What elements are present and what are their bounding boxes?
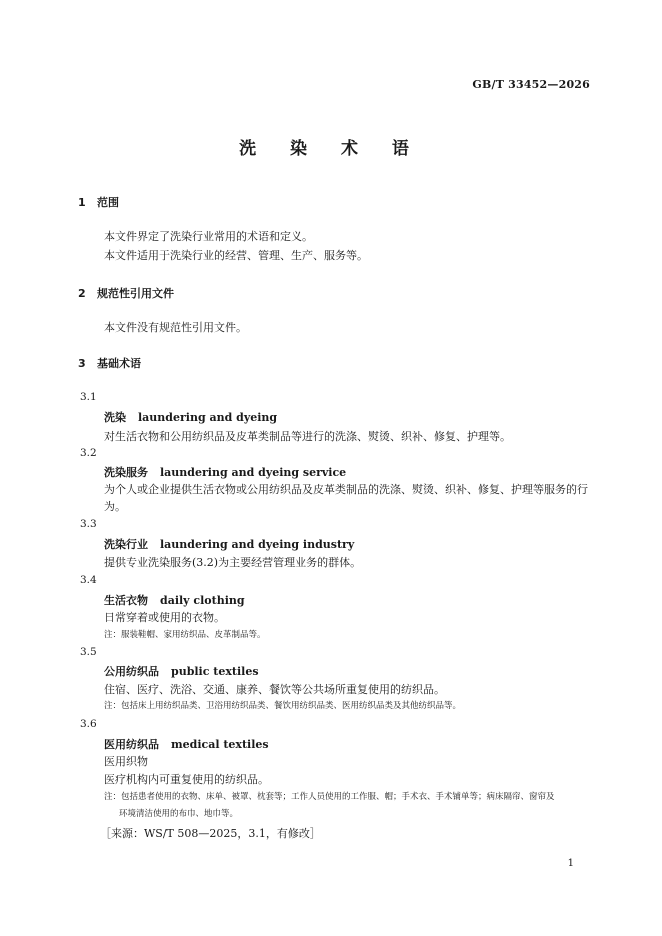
term-number: 3.1 — [80, 391, 97, 403]
term-note: 注：包括床上用纺织品类、卫浴用纺织品类、餐饮用纺织品类、医用纺织品类及其他纺织品等。 — [104, 701, 462, 711]
section-heading-scope — [78, 194, 119, 210]
paragraph: 本文件界定了洗染行业常用的术语和定义。 — [104, 230, 313, 243]
term-english: laundering and dyeing industry — [160, 538, 355, 551]
term-note: 注：服装鞋帽、家用纺织品、皮革制品等。 — [104, 630, 266, 640]
term-chinese: 洗染行业 — [104, 538, 148, 551]
term-heading — [104, 464, 346, 480]
term-source: ［来源：WS/T 508—2025，3.1，有修改］ — [100, 827, 321, 840]
section-number: 3 — [78, 357, 86, 370]
term-chinese: 生活衣物 — [104, 594, 148, 607]
term-english: laundering and dyeing service — [160, 466, 347, 479]
paragraph: 本文件没有规范性引用文件。 — [104, 321, 247, 334]
term-definition: 对生活衣物和公用纺织品及皮革类制品等进行的洗涤、熨烫、织补、修复、护理等。 — [104, 430, 511, 443]
term-note: 注：包括患者使用的衣物、床单、被罩、枕套等；工作人员使用的工作服、帽；手术衣、手术铺单等；病床隔帘、窗帘及 — [104, 792, 555, 802]
term-admitted-alternative: 医用织物 — [104, 755, 148, 768]
section-heading-normative-references — [78, 285, 174, 301]
term-chinese: 医用纺织品 — [104, 738, 159, 751]
section-title: 基础术语 — [97, 357, 141, 370]
term-english: public textiles — [171, 665, 259, 678]
term-note-continuation: 环境清洁使用的布巾、地巾等。 — [119, 809, 239, 819]
term-number: 3.6 — [80, 718, 97, 730]
section-heading-basic-terms — [78, 355, 141, 371]
section-title: 范围 — [97, 196, 119, 209]
term-number: 3.4 — [80, 574, 97, 586]
document-title: 洗 染 术 语 — [239, 139, 423, 159]
term-chinese: 洗染服务 — [104, 466, 148, 479]
term-definition: 日常穿着或使用的衣物。 — [104, 611, 225, 624]
term-heading — [104, 409, 277, 425]
section-title: 规范性引用文件 — [97, 287, 174, 300]
term-number: 3.2 — [80, 447, 97, 459]
term-heading — [104, 663, 259, 679]
term-definition: 医疗机构内可重复使用的纺织品。 — [104, 773, 269, 786]
paragraph: 本文件适用于洗染行业的经营、管理、生产、服务等。 — [104, 249, 368, 262]
term-heading — [104, 536, 354, 552]
standard-number: GB/T 33452—2026 — [472, 78, 590, 91]
section-number: 1 — [78, 196, 86, 209]
term-definition: 为个人或企业提供生活衣物或公用纺织品及皮革类制品的洗涤、熨烫、织补、修复、护理等服务的行为。 — [104, 483, 588, 513]
term-chinese: 洗染 — [104, 411, 126, 424]
term-number: 3.5 — [80, 646, 97, 658]
section-number: 2 — [78, 287, 86, 300]
term-definition: 住宿、医疗、洗浴、交通、康养、餐饮等公共场所重复使用的纺织品。 — [104, 683, 445, 696]
term-chinese: 公用纺织品 — [104, 665, 159, 678]
term-english: daily clothing — [160, 594, 245, 607]
term-heading — [104, 736, 269, 752]
term-english: medical textiles — [171, 738, 269, 751]
term-definition: 提供专业洗染服务(3.2)为主要经营管理业务的群体。 — [104, 556, 362, 569]
term-heading — [104, 592, 245, 608]
page-number: 1 — [567, 858, 574, 869]
term-english: laundering and dyeing — [138, 411, 278, 424]
term-number: 3.3 — [80, 518, 97, 530]
